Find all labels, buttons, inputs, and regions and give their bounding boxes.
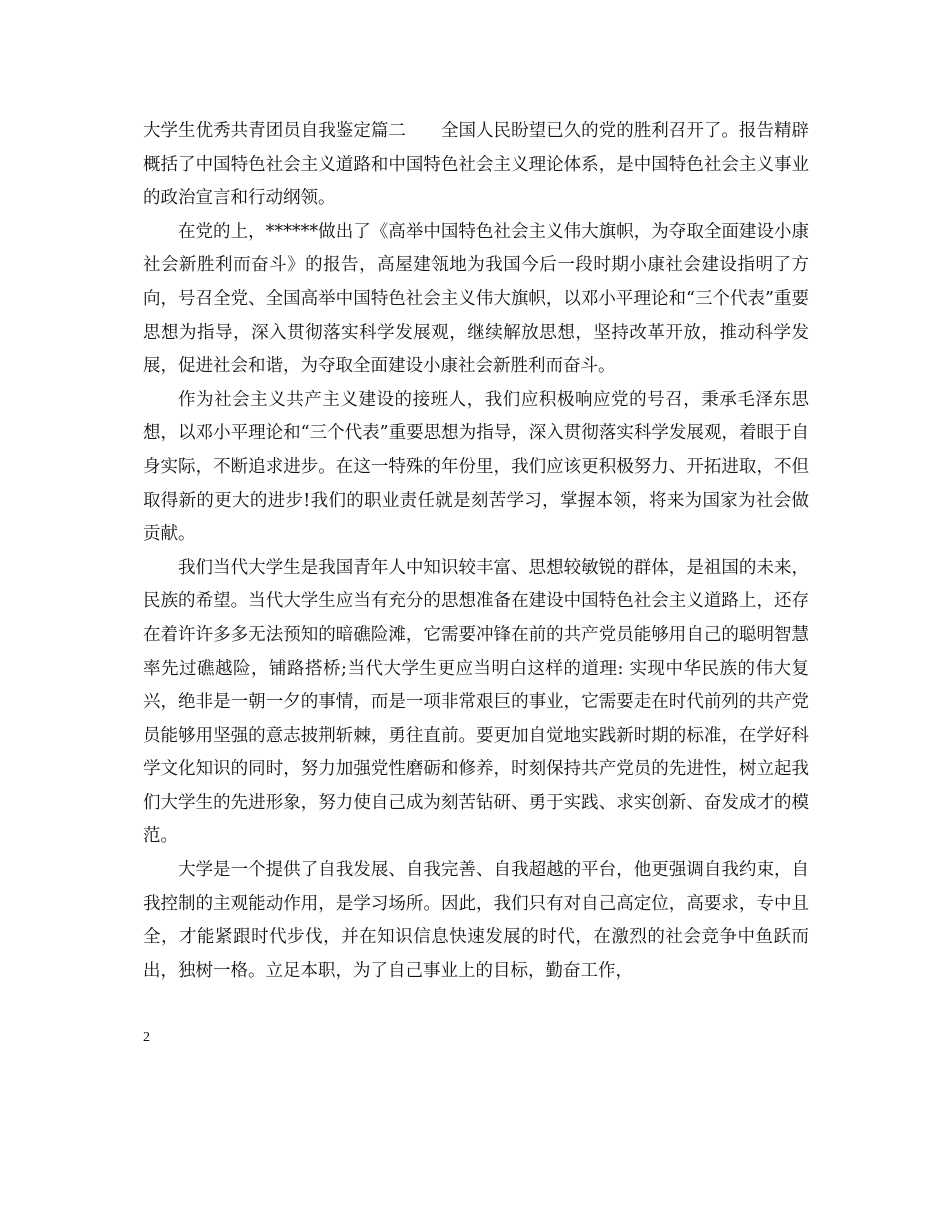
paragraph-1: 大学生优秀共青团员自我鉴定篇二 全国人民盼望已久的党的胜利召开了。报告精辟概括了中国特色社会主义道路和中国特色社会主义理论体系，是中国特色社会主义事业的政治宣言和行动纲领。 xyxy=(143,121,809,209)
paragraph-3: 作为社会主义共产主义建设的接班人，我们应积极响应党的号召，秉承毛泽东思想，以邓小平理论和“三个代表”重要思想为指导，深入贯彻落实科学发展观，着眼于自身实际，不断追求进步。在这一特殊的年份里，我们应该更积极努力、开拓进取，不但取得新的更大的进步!我们的职业责任就是刻苦学习，掌握本领，将来为国家为社会做贡献。 xyxy=(143,389,809,545)
paragraph-2: 在党的上，******做出了《高举中国特色社会主义伟大旗帜，为夺取全面建设小康社会新胜利而奋斗》的报告，高屋建瓴地为我国今后一段时期小康社会建设指明了方向，号召全党、全国高举中国特色社会主义伟大旗帜，以邓小平理论和“三个代表”重要思想为指导，深入贯彻落实科学发展观，继续解放思想，坚持改革开放，推动科学发展，促进社会和谐，为夺取全面建设小康社会新胜利而奋斗。 xyxy=(143,221,809,377)
page-number: 2 xyxy=(143,1030,150,1045)
paragraph-4: 我们当代大学生是我国青年人中知识较丰富、思想较敏锐的群体，是祖国的未来，民族的希望。当代大学生应当有充分的思想准备在建设中国特色社会主义道路上，还存在着许许多多无法预知的暗礁险滩，它需要冲锋在前的共产党员能够用自己的聪明智慧率先过礁越险，铺路搭桥;当代大学生更应当明白这样的道理: 实现中华民族的伟大复兴，绝非是一朝一夕的事情，而是一项非常艰巨的事业，它需要走在时代前列的共产党员能够用坚强的意志披荆斩棘，勇往直前。要更加自觉地实践新时期的标准，在学好科学文化知识的同时，努力加强党性磨砺和修养，时刻保持共产党员的先进性，树立起我们大学生的先进形象，努力使自己成为刻苦钻研、勇于实践、求实创新、奋发成才的模范。 xyxy=(143,557,809,847)
paragraph-5: 大学是一个提供了自我发展、自我完善、自我超越的平台，他更强调自我约束，自我控制的主观能动作用，是学习场所。因此，我们只有对自己高定位，高要求，专中且全，才能紧跟时代步伐，并在知识信息快速发展的时代，在激烈的社会竞争中鱼跃而出，独树一格。立足本职，为了自己事业上的目标，勤奋工作， xyxy=(143,860,809,981)
document-body xyxy=(143,115,809,988)
